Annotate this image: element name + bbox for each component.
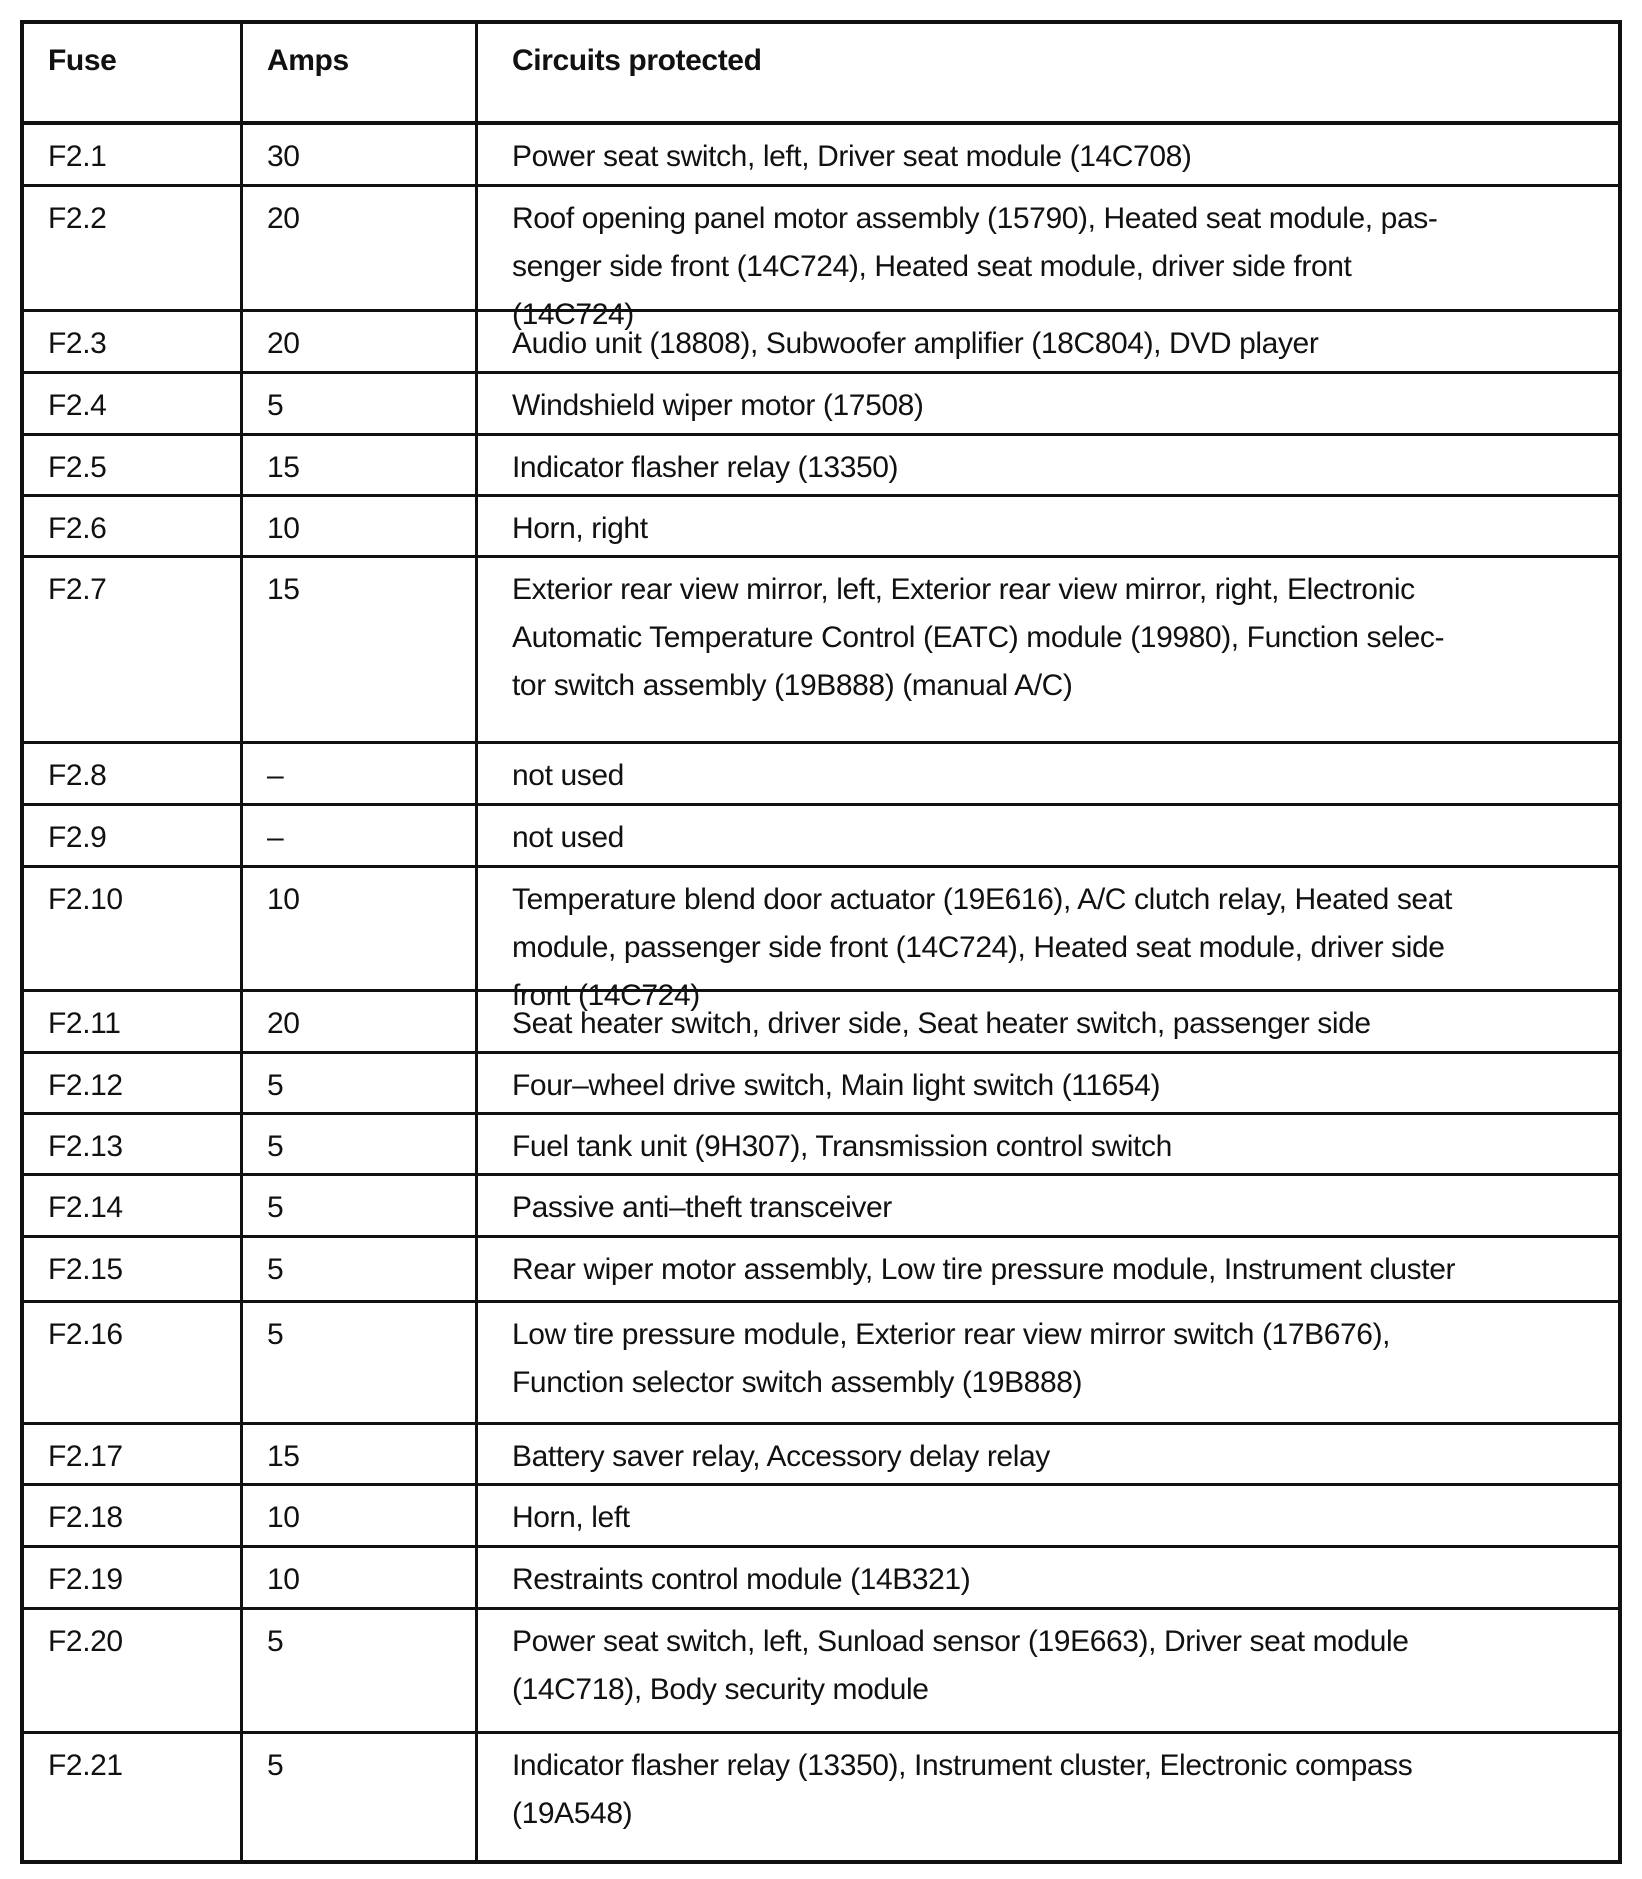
amps-cell: 5 xyxy=(243,1238,478,1300)
circuits-cell: not used xyxy=(512,759,624,792)
amps-cell: 15 xyxy=(243,436,478,494)
amps-cell: – xyxy=(243,806,478,865)
header-amps: Amps xyxy=(243,24,478,121)
table-row xyxy=(24,497,1618,558)
amps-cell: 20 xyxy=(243,312,478,371)
amps-cell: 5 xyxy=(243,1610,478,1731)
amps-cell: 20 xyxy=(243,992,478,1051)
table-row xyxy=(24,1548,1618,1610)
circuits-cell: Battery saver relay, Accessory delay relay xyxy=(512,1440,1050,1473)
fuse-cell: F2.1 xyxy=(24,125,243,184)
fuse-cell: F2.17 xyxy=(24,1425,243,1483)
circuits-cell: not used xyxy=(512,821,624,854)
amps-cell: 15 xyxy=(243,558,478,741)
fuse-cell: F2.12 xyxy=(24,1054,243,1112)
table-row xyxy=(24,436,1618,497)
circuits-cell: Fuel tank unit (9H307), Transmission control switch xyxy=(512,1130,1172,1163)
circuits-cell: Seat heater switch, driver side, Seat heater switch, passenger side xyxy=(512,1007,1371,1040)
table-row xyxy=(24,744,1618,806)
amps-cell: 5 xyxy=(243,374,478,433)
fuse-cell: F2.5 xyxy=(24,436,243,494)
circuits-cell: Roof opening panel motor assembly (15790), Heated seat module, pas- senger side front (14C724), Heated seat module, driver side front (14C724) xyxy=(512,202,1438,331)
amps-cell: 10 xyxy=(243,1548,478,1607)
table-row xyxy=(24,1238,1618,1303)
fuse-cell: F2.14 xyxy=(24,1176,243,1235)
circuits-cell: Horn, right xyxy=(512,512,648,545)
amps-cell: 5 xyxy=(243,1176,478,1235)
circuits-cell: Exterior rear view mirror, left, Exterior rear view mirror, right, Electronic Automatic Temperature Control (EATC) module (19980), Function selec- tor switch assembly (19B888) (manual A/C) xyxy=(512,573,1445,702)
fuse-cell: F2.6 xyxy=(24,497,243,555)
amps-cell: 20 xyxy=(243,187,478,309)
fuse-table xyxy=(20,20,1622,1864)
circuits-cell: Power seat switch, left, Sunload sensor (19E663), Driver seat module (14C718), Body security module xyxy=(512,1625,1409,1706)
circuits-cell: Rear wiper motor assembly, Low tire pressure module, Instrument cluster xyxy=(512,1253,1456,1286)
table-header-row xyxy=(24,24,1618,125)
table-row xyxy=(24,1054,1618,1115)
header-circuits: Circuits protected xyxy=(512,44,762,77)
fuse-cell: F2.19 xyxy=(24,1548,243,1607)
table-row xyxy=(24,1734,1618,1860)
amps-cell: 5 xyxy=(243,1303,478,1422)
circuits-cell: Indicator flasher relay (13350), Instrument cluster, Electronic compass (19A548) xyxy=(512,1749,1413,1830)
fuse-cell: F2.7 xyxy=(24,558,243,741)
amps-cell: 10 xyxy=(243,1486,478,1545)
amps-cell: 5 xyxy=(243,1054,478,1112)
table-row xyxy=(24,868,1618,1012)
table-row xyxy=(24,1176,1618,1238)
table-row xyxy=(24,992,1618,1054)
circuits-cell: Audio unit (18808), Subwoofer amplifier (18C804), DVD player xyxy=(512,327,1319,360)
amps-cell: 10 xyxy=(243,868,478,989)
table-row xyxy=(24,312,1618,374)
circuits-cell: Indicator flasher relay (13350) xyxy=(512,451,899,484)
circuits-cell: Temperature blend door actuator (19E616), A/C clutch relay, Heated seat module, passenger side front (14C724), Heated seat module, driver side front (14C724) xyxy=(512,883,1452,1012)
table-row xyxy=(24,558,1618,744)
fuse-cell: F2.16 xyxy=(24,1303,243,1422)
table-row xyxy=(24,125,1618,187)
table-row xyxy=(24,1303,1618,1425)
amps-cell: 10 xyxy=(243,497,478,555)
header-fuse: Fuse xyxy=(24,24,243,121)
table-row xyxy=(24,1610,1618,1734)
fuse-cell: F2.4 xyxy=(24,374,243,433)
fuse-cell: F2.15 xyxy=(24,1238,243,1300)
circuits-cell: Windshield wiper motor (17508) xyxy=(512,389,924,422)
amps-cell: 30 xyxy=(243,125,478,184)
fuse-cell: F2.18 xyxy=(24,1486,243,1545)
table-row xyxy=(24,1425,1618,1486)
circuits-cell: Four–wheel drive switch, Main light switch (11654) xyxy=(512,1069,1161,1102)
fuse-cell: F2.8 xyxy=(24,744,243,803)
table-row xyxy=(24,374,1618,436)
circuits-cell: Power seat switch, left, Driver seat module (14C708) xyxy=(512,140,1192,173)
amps-cell: 15 xyxy=(243,1425,478,1483)
amps-cell: 5 xyxy=(243,1734,478,1860)
fuse-cell: F2.20 xyxy=(24,1610,243,1731)
amps-cell: – xyxy=(243,744,478,803)
table-row xyxy=(24,806,1618,868)
circuits-cell: Horn, left xyxy=(512,1501,630,1534)
table-row xyxy=(24,187,1618,331)
circuits-cell: Low tire pressure module, Exterior rear view mirror switch (17B676), Function selector switch assembly (19B888) xyxy=(512,1318,1391,1399)
fuse-cell: F2.2 xyxy=(24,187,243,309)
circuits-cell: Passive anti–theft transceiver xyxy=(512,1191,892,1224)
fuse-cell: F2.21 xyxy=(24,1734,243,1860)
amps-cell: 5 xyxy=(243,1115,478,1173)
fuse-cell: F2.10 xyxy=(24,868,243,989)
table-row xyxy=(24,1486,1618,1548)
fuse-cell: F2.13 xyxy=(24,1115,243,1173)
fuse-cell: F2.3 xyxy=(24,312,243,371)
circuits-cell: Restraints control module (14B321) xyxy=(512,1563,971,1596)
fuse-cell: F2.9 xyxy=(24,806,243,865)
table-row xyxy=(24,1115,1618,1176)
fuse-cell: F2.11 xyxy=(24,992,243,1051)
